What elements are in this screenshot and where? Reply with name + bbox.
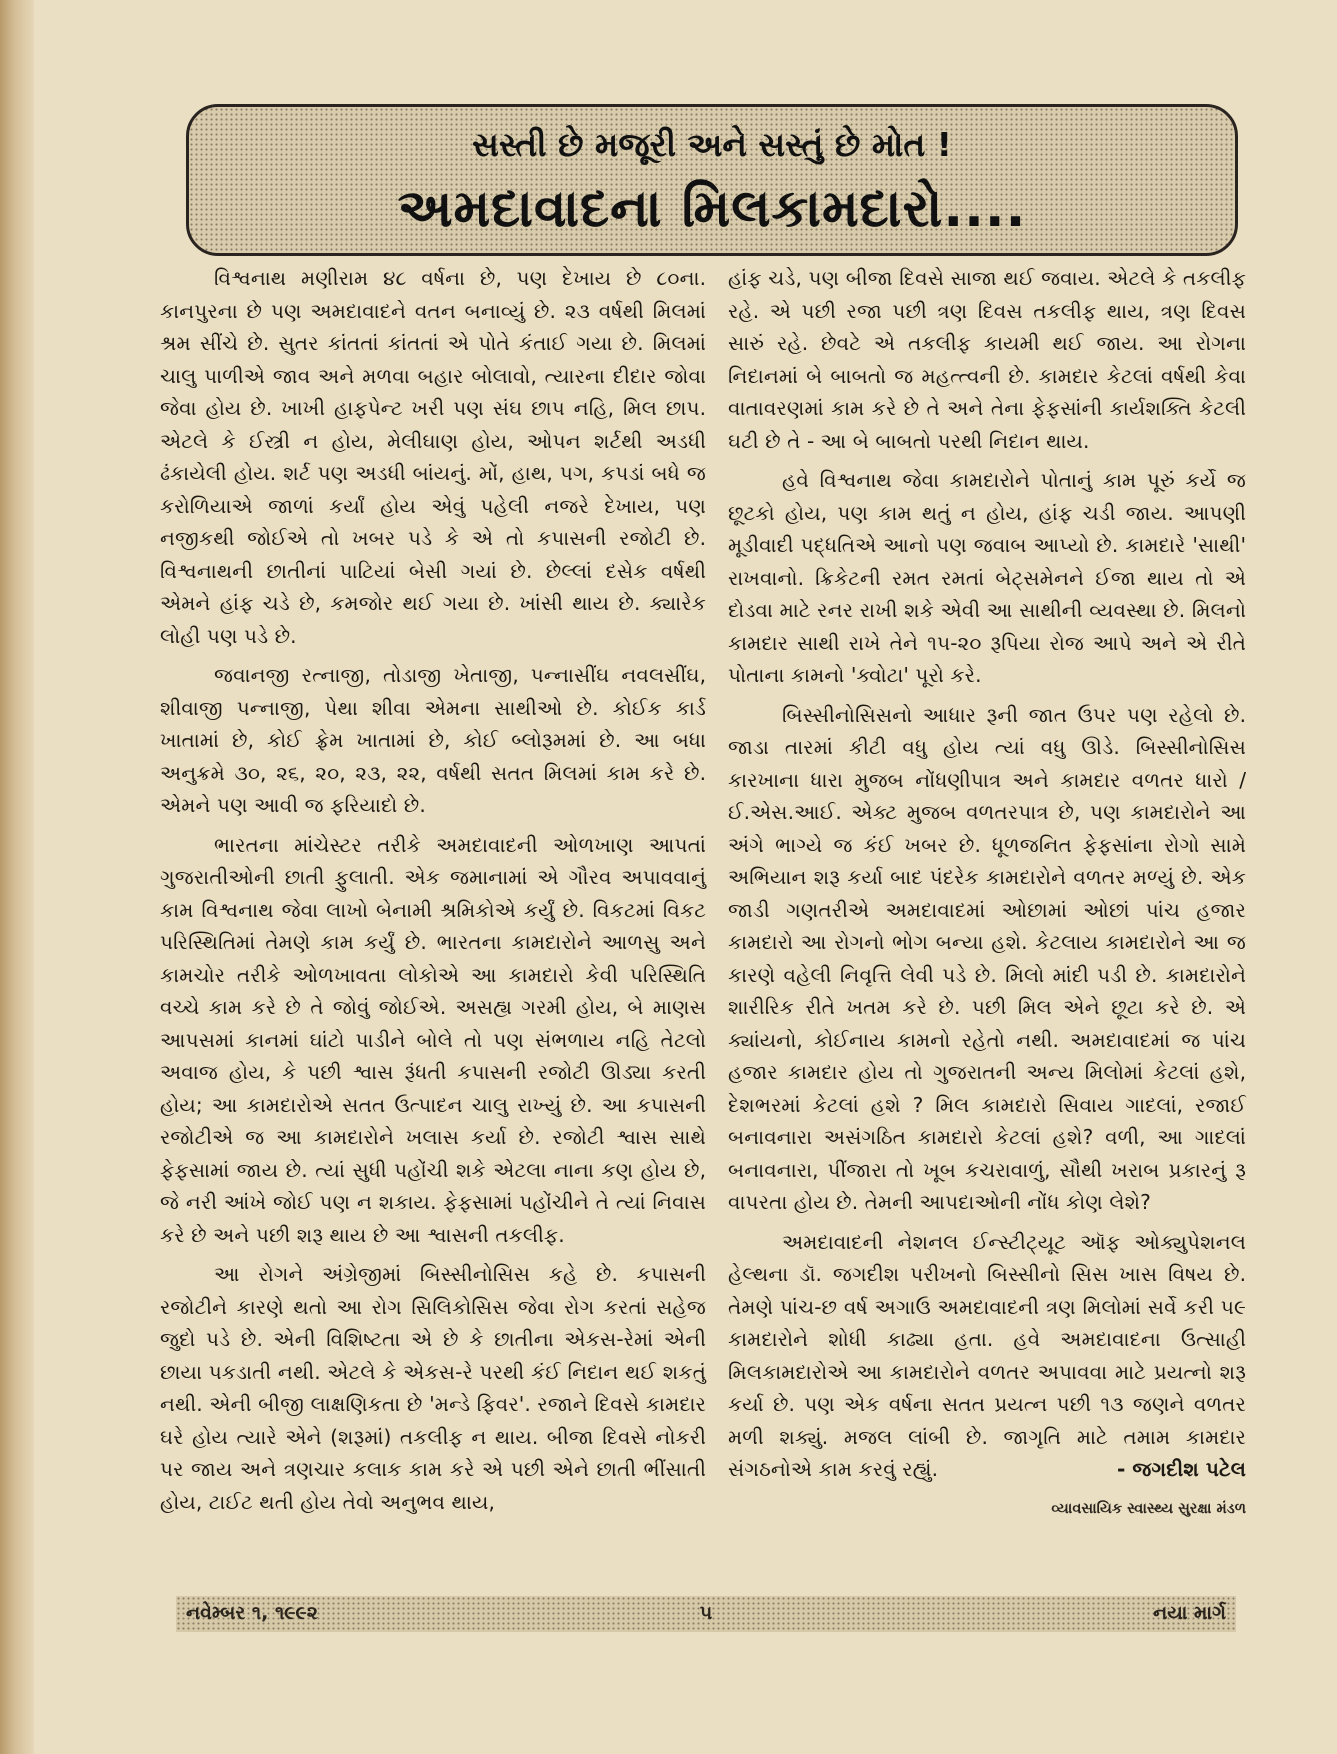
- footer-magazine-name: નયા માર્ગ: [1153, 1602, 1226, 1624]
- right-paragraph-3: બિસ્સીનોસિસનો આધાર રૂની જાત ઉપર પણ રહેલો છે. જાડા તારમાં કીટી વધુ હોય ત્યાં વધુ ઊડે. બિસ્સીનોસિસ કારખાના ધારા મુજબ નોંધણીપાત્ર અને કામદાર વળતર ધારો / ઈ.એસ.આઈ. એક્ટ મુજબ વળતરપાત્ર છે, પણ કામદારોને આ અંગે ભાગ્યે જ કંઈ ખબર છે. ધૂળજનિત ફેફસાંના રોગો સામે અભિયાન શરૂ કર્યા બાદ પંદરેક કામદારોને વળતર મળ્યું છે. એક જાડી ગણતરીએ અમદાવાદમાં ઓછામાં ઓછાં પાંચ હજાર કામદારો આ રોગનો ભોગ બન્યા હશે. કેટલાય કામદારોને આ જ કારણે વહેલી નિવૃત્તિ લેવી પડે છે. મિલો માંદી પડી છે. કામદારોને શારીરિક રીતે ખતમ કરે છે. પછી મિલ એને છૂટા કરે છે. એ ક્યાંયનો, કોઈનાય કામનો રહેતો નથી. અમદાવાદમાં જ પાંચ હજાર કામદાર હોય તો ગુજરાતની અન્ય મિલોમાં કેટલાં હશે, દેશભરમાં કેટલાં હશે ? મિલ કામદારો સિવાય ગાદલાં, રજાઈ બનાવનારા અસંગઠિત કામદારો કેટલાં હશે? વળી, આ ગાદલાં બનાવનારા, પીંજારા તો ખૂબ કચરાવાળું, સૌથી ખરાબ પ્રકારનું રૂ વાપરતા હોય છે. તેમની આપદાઓની નોંધ કોણ લેશે?: [728, 702, 1246, 1214]
- left-paragraph-4: આ રોગને અંગ્રેજીમાં બિસ્સીનોસિસ કહે છે. કપાસની રજોટીને કારણે થતો આ રોગ સિલિકોસિસ જેવા રોગ કરતાં સહેજ જુદો પડે છે. એની વિશિષ્ટતા એ છે કે છાતીના એકસ-રેમાં એની છાયા પકડાતી નથી. એટલે કે એકસ-રે પરથી કંઈ નિદાન થઈ શકતું નથી. એની બીજી લાક્ષણિકતા છે 'મન્ડે ફિવર'. રજાને દિવસે કામદાર ઘરે હોય ત્યારે એને (શરૂમાં) તકલીફ ન થાય. બીજા દિવસે નોકરી પર જાય અને ત્રણચાર કલાક કામ કરે એ પછી એને છાતી ભીંસાતી હોય, ટાઈટ થતી હોય તેવો અનુભવ થાય,: [160, 1262, 706, 1514]
- page-binding-edge: [0, 0, 34, 1754]
- article-author: - જગદીશ પટેલ: [1116, 1457, 1246, 1481]
- article-right-column: [728, 262, 1246, 1525]
- left-paragraph-3: ભારતના માંચેસ્ટર તરીકે અમદાવાદની ઓળખાણ આપતાં ગુજરાતીઓની છાતી ફુલાતી. એક જમાનામાં એ ગૌરવ અપાવવાનું કામ વિશ્વનાથ જેવા લાખો બેનામી શ્રમિકોએ કર્યું છે. વિકટમાં વિકટ પરિસ્થિતિમાં તેમણે કામ કર્યું છે. ભારતના કામદારોને આળસુ અને કામચોર તરીકે ઓળખાવતા લોકોએ આ કામદારો કેવી પરિસ્થિતિ વચ્ચે કામ કરે છે તે જોવું જોઈએ. અસહ્ય ગરમી હોય, બે માણસ આપસમાં કાનમાં ઘાંટો પાડીને બોલે તો પણ સંભળાય નહિ તેટલો અવાજ હોય, કે પછી શ્વાસ રૂંધતી કપાસની રજોટી ઊડ્યા કરતી હોય; આ કામદારોએ સતત ઉત્પાદન ચાલુ રાખ્યું છે. આ કપાસની રજોટીએ જ આ કામદારોને ખલાસ કર્યા છે. રજોટી શ્વાસ સાથે ફેફસામાં જાય છે. ત્યાં સુધી પહોંચી શકે એટલા નાના કણ હોય છે, જે નરી આંખે જોઈ પણ ન શકાય. ફેફસામાં પહોંચીને તે ત્યાં નિવાસ કરે છે અને પછી શરૂ થાય છે આ શ્વાસની તકલીફ.: [160, 832, 706, 1247]
- header-headline: અમદાવાદના મિલકામદારો....: [397, 179, 1027, 239]
- header-kicker: સસ્તી છે મજૂરી અને સસ્તું છે મોત !: [472, 125, 952, 164]
- article-organization: વ્યાવસાયિક સ્વાસ્થ્ય સુરક્ષા મંડળ: [1051, 1500, 1246, 1517]
- article-header: [186, 104, 1238, 256]
- footer-page-number: ૫: [699, 1602, 713, 1624]
- right-paragraph-4: [728, 1226, 1246, 1486]
- page-footer: [176, 1596, 1236, 1632]
- right-paragraph-4-text: અમદાવાદની નેશનલ ઈન્સ્ટીટ્યૂટ ઑફ ઓક્યુપેશનલ હેલ્થના ડૉ. જગદીશ પરીખનો બિસ્સીનો સિસ ખાસ વિષય છે. તેમણે પાંચ-છ વર્ષ અગાઉ અમદાવાદની ત્રણ મિલોમાં સર્વે કરી ૫૯ કામદારોને શોધી કાઢ્યા હતા. હવે અમદાવાદના ઉત્સાહી મિલકામદારોએ આ કામદારોને વળતર અપાવવા માટે પ્રયત્નો શરૂ કર્યા છે. પણ એક વર્ષના સતત પ્રયત્ન પછી ૧૩ જણને વળતર મળી શક્યું. મજલ લાંબી છે. જાગૃતિ માટે તમામ કામદાર સંગઠનોએ કામ કરવું રહ્યું.: [728, 1229, 1246, 1481]
- left-paragraph-1: વિશ્વનાથ મણીરામ ૪૮ વર્ષના છે, પણ દેખાય છે ૮૦ના. કાનપુરના છે પણ અમદાવાદને વતન બનાવ્યું છે. ૨૩ વર્ષથી મિલમાં શ્રમ સીંચે છે. સુતર કાંતતાં કાંતતાં એ પોતે કંતાઈ ગયા છે. મિલમાં ચાલુ પાળીએ જાવ અને મળવા બહાર બોલાવો, ત્યારના દીદાર જોવા જેવા હોય છે. ખાખી હાફપેન્ટ ખરી પણ સંઘ છાપ નહિ, મિલ છાપ. એટલે કે ઈસ્ત્રી ન હોય, મેલીઘાણ હોય, ઓપન શર્ટથી અડધી ઢંકાયેલી હોય. શર્ટ પણ અડધી બાંયનું. મોં, હાથ, પગ, કપડાં બધે જ કરોળિયાએ જાળાં કર્યાં હોય એવું પહેલી નજરે દેખાય, પણ નજીકથી જોઈએ તો ખબર પડે કે એ તો કપાસની રજોટી છે. વિશ્વનાથની છાતીનાં પાટિયાં બેસી ગયાં છે. છેલ્લાં દસેક વર્ષથી એમને હાંફ ચડે છે, કમજોર થઈ ગયા છે. ખાંસી થાય છે. ક્યારેક લોહી પણ પડે છે.: [160, 266, 706, 648]
- right-paragraph-1: હાંફ ચડે, પણ બીજા દિવસે સાજા થઈ જવાય. એટલે કે તકલીફ રહે. એ પછી રજા પછી ત્રણ દિવસ તકલીફ થાય, ત્રણ દિવસ સારું રહે. છેવટે એ તકલીફ કાયમી થઈ જાય. આ રોગના નિદાનમાં બે બાબતો જ મહત્ત્વની છે. કામદાર કેટલાં વર્ષથી કેવા વાતાવરણમાં કામ કરે છે તે અને તેના ફેફસાંની કાર્યશક્તિ કેટલી ઘટી છે તે - આ બે બાબતો પરથી નિદાન થાય.: [728, 266, 1246, 453]
- right-paragraph-2: હવે વિશ્વનાથ જેવા કામદારોને પોતાનું કામ પૂરું કર્યે જ છૂટકો હોય, પણ કામ થતું ન હોય, હાંફ ચડી જાય. આપણી મૂડીવાદી પદ્ધતિએ આનો પણ જવાબ આપ્યો છે. કામદારે 'સાથી' રાખવાનો. ક્રિકેટની રમત રમતાં બેટ્સમેનને ઈજા થાય તો એ દોડવા માટે રનર રાખી શકે એવી આ સાથીની વ્યવસ્થા છે. મિલનો કામદાર સાથી રાખે તેને ૧૫-૨૦ રૂપિયા રોજ આપે અને એ રીતે પોતાના કામનો 'ક્વોટા' પૂરો કરે.: [728, 468, 1246, 687]
- footer-date: નવેમ્બર ૧, ૧૯૯૨: [186, 1602, 318, 1624]
- article-left-column: [160, 262, 706, 1525]
- left-paragraph-2: જવાનજી રત્નાજી, તોડાજી ખેતાજી, પન્નાસીંઘ નવલસીંઘ, શીવાજી પન્નાજી, પેથા શીવા એમના સાથીઓ છે. કોઈક કાર્ડ ખાતામાં છે, કોઈ ફ્રેમ ખાતામાં છે, કોઈ બ્લોરૂમમાં છે. આ બધા અનુક્રમે ૩૦, ૨૬, ૨૦, ૨૩, ૨૨, વર્ષથી સતત મિલમાં કામ કરે છે. એમને પણ આવી જ ફરિયાદો છે.: [160, 663, 706, 817]
